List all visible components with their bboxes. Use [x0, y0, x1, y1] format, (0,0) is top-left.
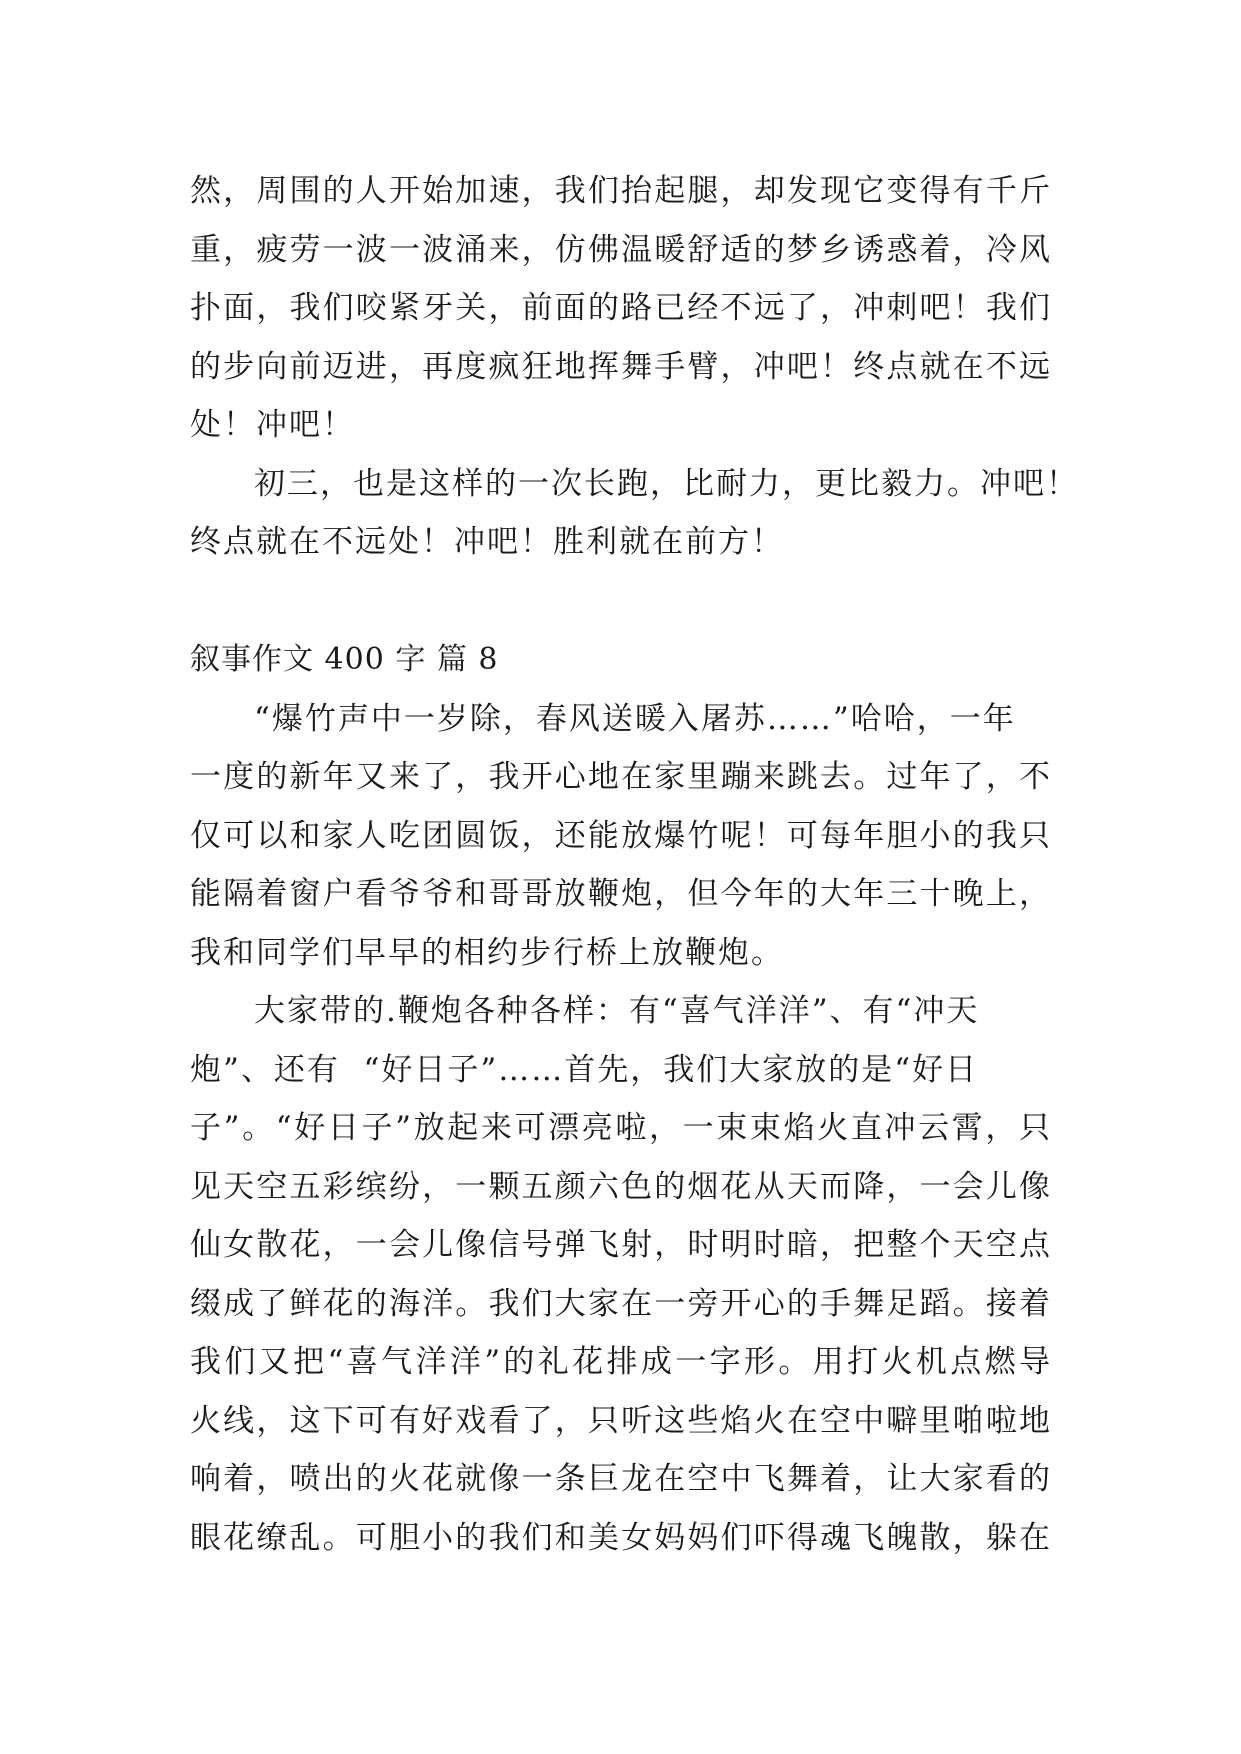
- text-line: 然，周围的人开始加速，我们抬起腿，却发现它变得有千斤: [190, 173, 1050, 209]
- text-line: “爆竹声中一岁除，春风送暖入屠苏……”哈哈，一年: [254, 700, 1016, 737]
- text-line: 仙女散花，一会儿像信号弹飞射，时明时暗，把整个天空点: [190, 1227, 1050, 1263]
- text-line: 子”。“好日子”放起来可漂亮啦，一束束焰火直冲云霄，只: [190, 1110, 1050, 1146]
- text-line: 大家带的.鞭炮各种各样：有“喜气洋洋”、有“冲天: [254, 993, 980, 1029]
- text-line: 初三，也是这样的一次长跑，比耐力，更比毅力。冲吧！: [254, 465, 1079, 502]
- text-line: 眼花缭乱。可胆小的我们和美女妈妈们吓得魂飞魄散，躲在: [190, 1519, 1050, 1556]
- paragraph: [190, 455, 1079, 572]
- text-line: 的步向前迈进，再度疯狂地挥舞手臂，冲吧！终点就在不远: [190, 348, 1050, 385]
- text-line: 仅可以和家人吃团圆饭，还能放爆竹呢！可每年胆小的我只: [190, 817, 1050, 854]
- text-line: 重，疲劳一波一波涌来，仿佛温暖舒适的梦乡诱惑着，冷风: [190, 231, 1050, 268]
- text-line: 扑面，我们咬紧牙关，前面的路已经不远了，冲刺吧！我们: [190, 290, 1050, 326]
- paragraph: [190, 982, 1050, 1567]
- text-line: 能隔着窗户看爷爷和哥哥放鞭炮，但今年的大年三十晚上，: [190, 876, 1050, 912]
- text-line: 火线，这下可有好戏看了，只听这些焰火在空中噼里啪啦地: [190, 1402, 1050, 1439]
- text-line: 缀成了鲜花的海洋。我们大家在一旁开心的手舞足蹈。接着: [190, 1285, 1050, 1322]
- text-line: 一度的新年又来了，我开心地在家里蹦来跳去。过年了，不: [190, 759, 1050, 795]
- text-line: 处！冲吧！: [190, 407, 355, 443]
- text-line: 见天空五彩缤纷，一颗五颜六色的烟花从天而降，一会儿像: [190, 1168, 1050, 1205]
- text-line: 我们又把“喜气洋洋”的礼花排成一字形。用打火机点燃导: [190, 1344, 1050, 1380]
- section-title: 叙事作文 400 字 篇 8: [190, 641, 499, 677]
- document-page: [190, 162, 1079, 1567]
- text-line: 终点就在不远处！冲吧！胜利就在前方！: [190, 524, 784, 560]
- paragraph-continued: [190, 162, 1050, 455]
- text-line: 我和同学们早早的相约步行桥上放鞭炮。: [190, 934, 784, 971]
- paragraph: [190, 690, 1050, 983]
- text-line: 响着，喷出的火花就像一条巨龙在空中飞舞着，让大家看的: [190, 1461, 1050, 1497]
- text-line: 炮”、还有 “好日子”……首先，我们大家放的是“好日: [190, 1051, 979, 1088]
